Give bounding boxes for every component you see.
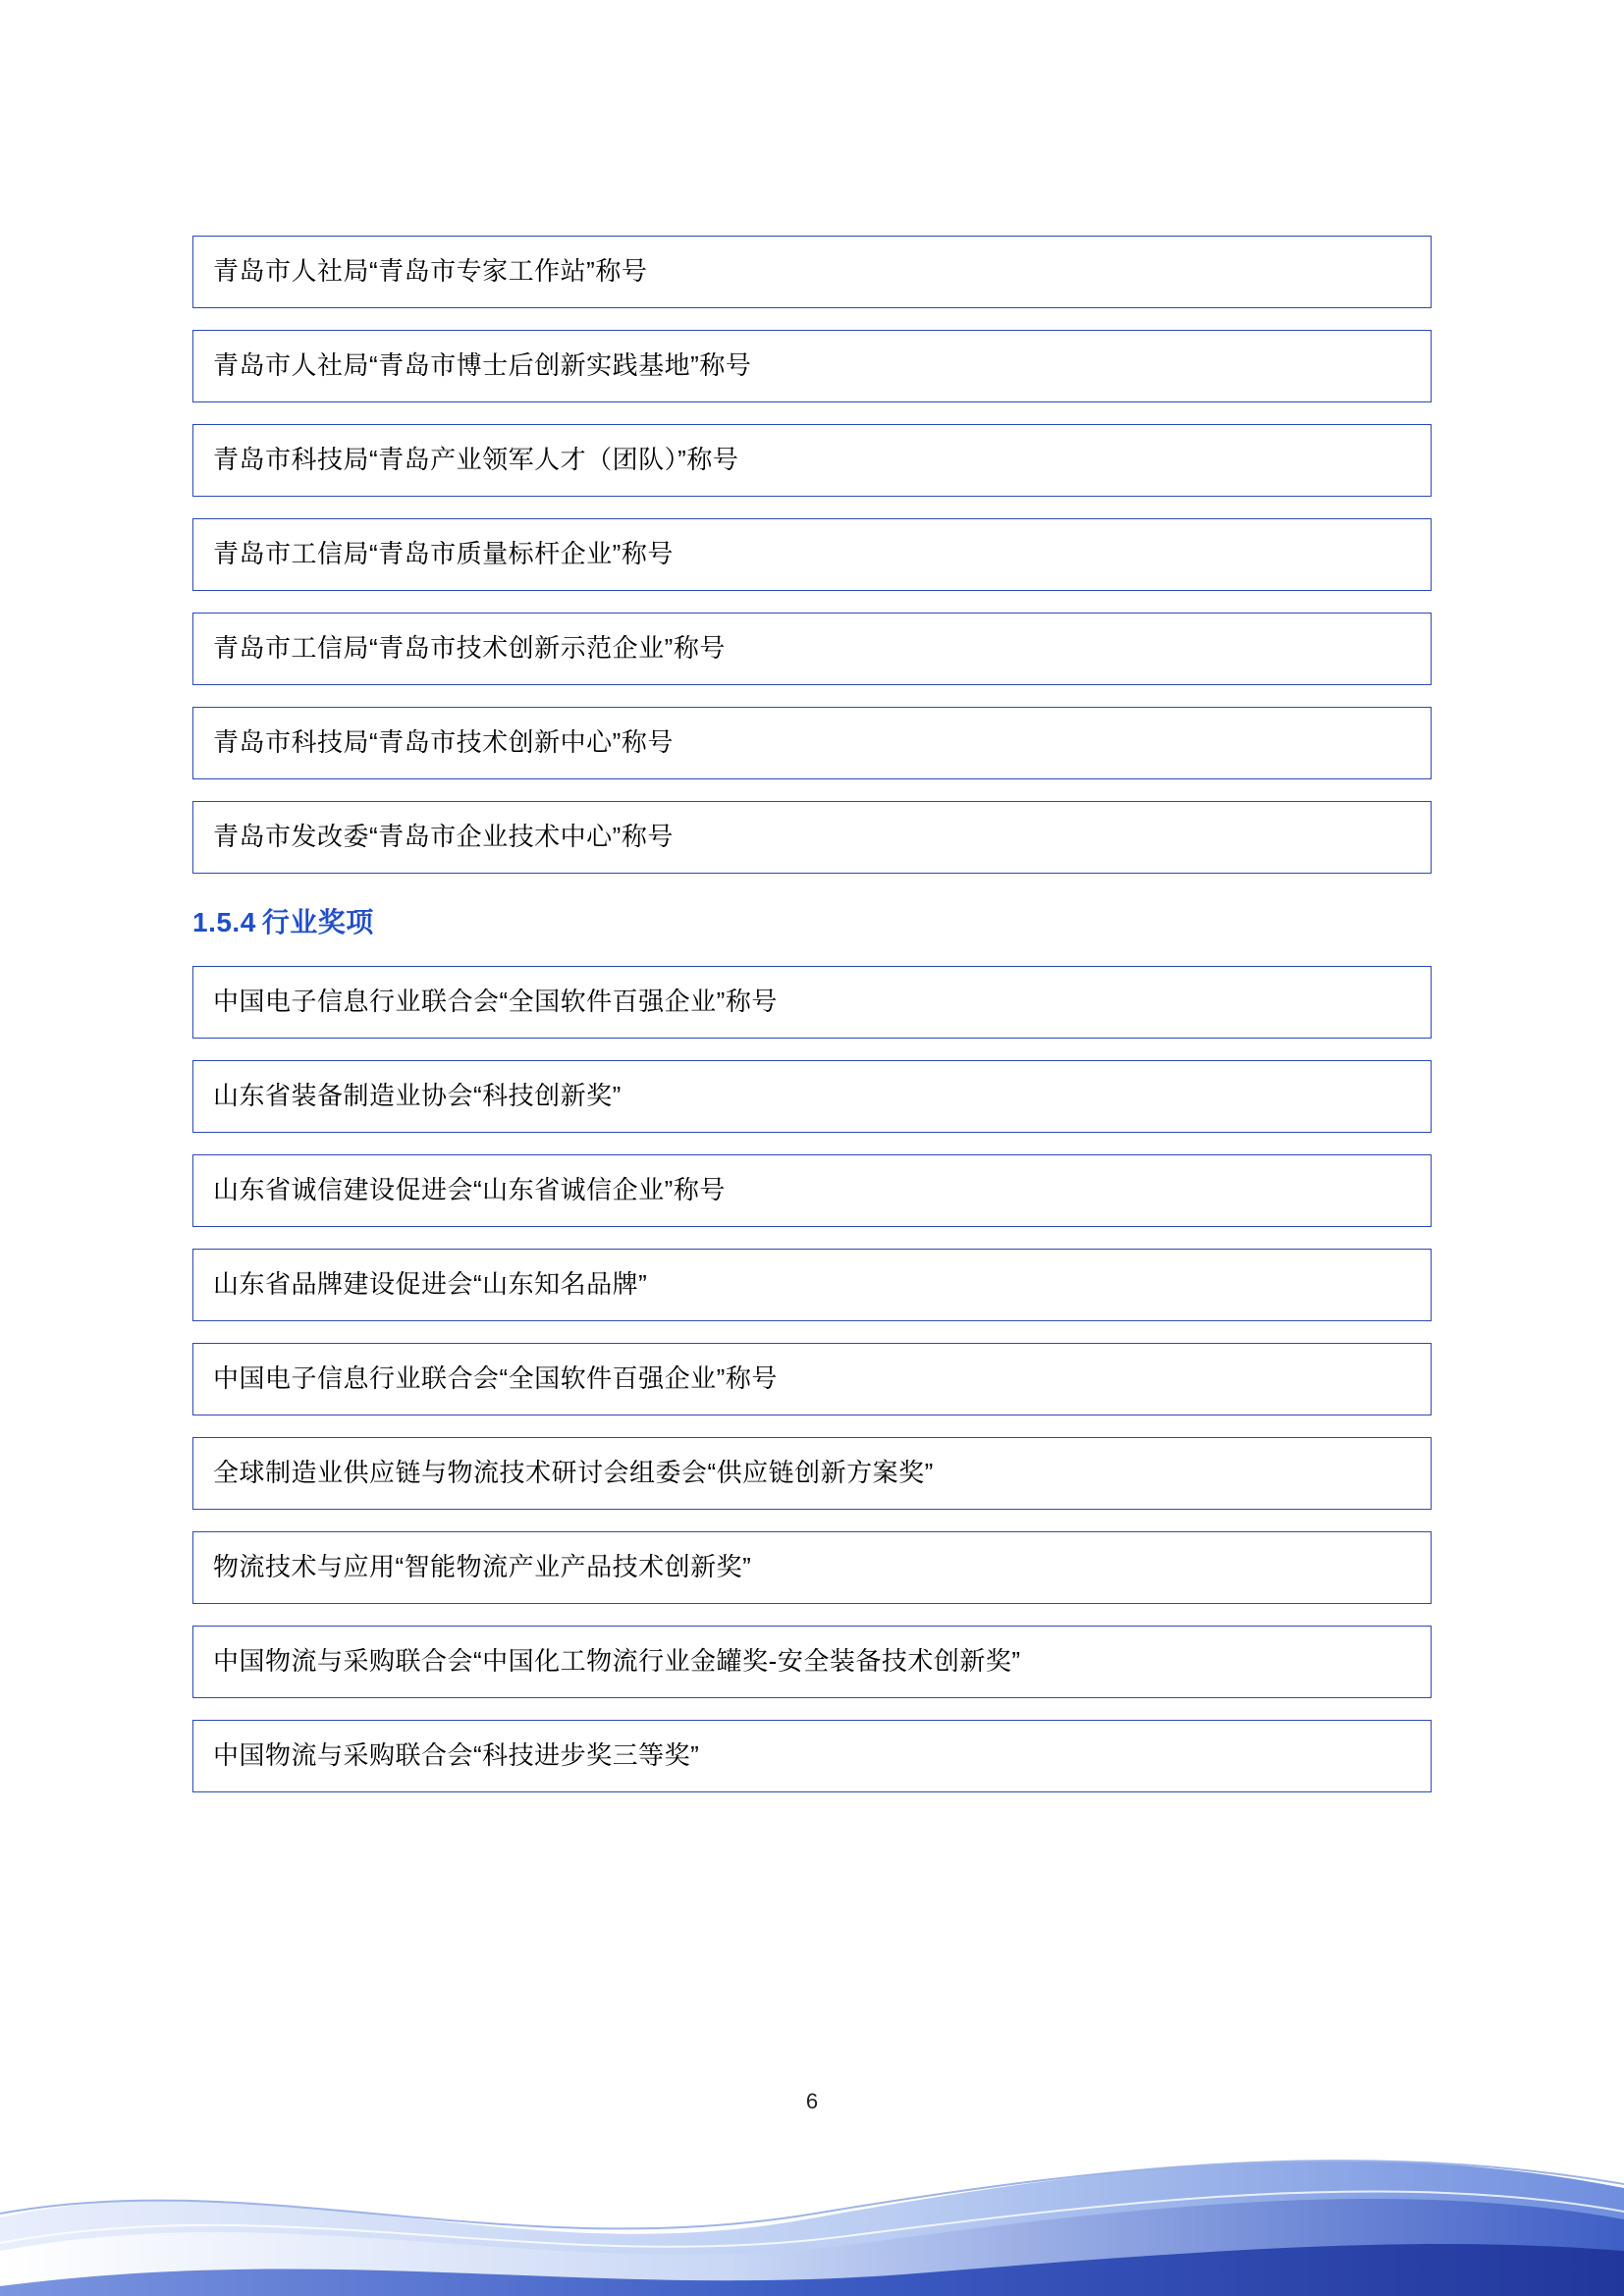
award-list-government	[192, 236, 1432, 874]
list-item-text: 山东省诚信建设促进会“山东省诚信企业”称号	[213, 1175, 726, 1205]
list-item	[192, 424, 1432, 497]
list-item	[192, 330, 1432, 402]
list-item-text: 青岛市工信局“青岛市质量标杆企业”称号	[213, 539, 674, 569]
list-item	[192, 1531, 1432, 1604]
list-item	[192, 1626, 1432, 1698]
section-heading-number: 1.5.4	[192, 907, 256, 937]
list-item-text: 青岛市科技局“青岛产业领军人才（团队）”称号	[213, 445, 739, 475]
list-item-text: 全球制造业供应链与物流技术研讨会组委会“供应链创新方案奖”	[213, 1458, 934, 1488]
list-item	[192, 613, 1432, 685]
section-heading-text: 行业奖项	[261, 907, 374, 937]
list-item-text: 青岛市人社局“青岛市博士后创新实践基地”称号	[213, 350, 752, 381]
list-item	[192, 1720, 1432, 1792]
list-item-text: 山东省装备制造业协会“科技创新奖”	[213, 1081, 622, 1111]
list-item-text: 山东省品牌建设促进会“山东知名品牌”	[213, 1269, 648, 1300]
list-item	[192, 236, 1432, 308]
list-item-text: 中国电子信息行业联合会“全国软件百强企业”称号	[213, 1363, 778, 1394]
list-item-text: 中国物流与采购联合会“中国化工物流行业金罐奖-安全装备技术创新奖”	[213, 1646, 1021, 1677]
page-number: 6	[805, 2089, 819, 2113]
list-item-text: 物流技术与应用“智能物流产业产品技术创新奖”	[213, 1552, 752, 1582]
list-item-text: 青岛市发改委“青岛市企业技术中心”称号	[213, 822, 674, 852]
list-item-text: 中国物流与采购联合会“科技进步奖三等奖”	[213, 1740, 700, 1771]
award-list-industry	[192, 966, 1432, 1792]
list-item-text: 青岛市工信局“青岛市技术创新示范企业”称号	[213, 633, 726, 664]
list-item	[192, 1249, 1432, 1321]
list-item	[192, 966, 1432, 1039]
list-item	[192, 707, 1432, 779]
list-item	[192, 1343, 1432, 1415]
list-item-text: 青岛市人社局“青岛市专家工作站”称号	[213, 256, 648, 287]
page-content	[192, 236, 1432, 1814]
list-item-text: 青岛市科技局“青岛市技术创新中心”称号	[213, 727, 674, 758]
list-item	[192, 1060, 1432, 1133]
list-item	[192, 518, 1432, 591]
list-item	[192, 801, 1432, 874]
footer-wave-decoration	[0, 2041, 1624, 2296]
section-heading-industry-awards	[192, 901, 1432, 940]
list-item-text: 中国电子信息行业联合会“全国软件百强企业”称号	[213, 987, 778, 1017]
list-item	[192, 1437, 1432, 1510]
list-item	[192, 1154, 1432, 1227]
